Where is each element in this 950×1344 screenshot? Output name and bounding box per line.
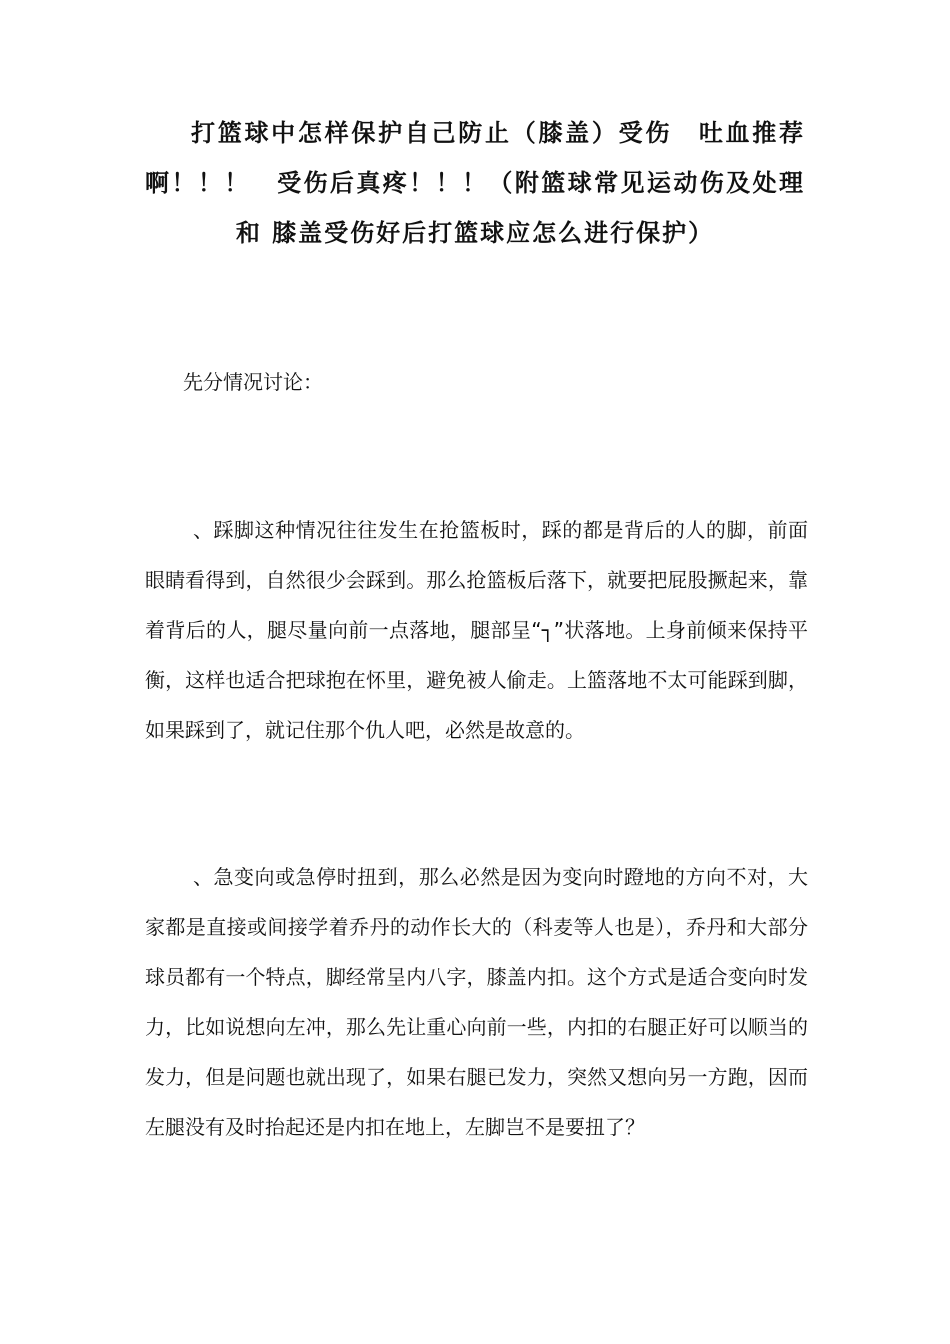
- document-title: 打篮球中怎样保护自己防止（膝盖）受伤 吐血推荐啊！！！ 受伤后真疼！！！（附篮球常见运动伤及处理 和 膝盖受伤好后打篮球应怎么进行保护）: [145, 119, 805, 247]
- paragraph-stepping-on-feet: 、踩脚这种情况往往发生在抢篮板时，踩的都是背后的人的脚，前面眼睛看得到，自然很少会踩到。那么抢篮板后落下，就要把屁股撅起来，靠着背后的人，腿尽量向前一点落地，腿部呈“┐”状落地。上身前倾来保持平衡，这样也适合把球抱在怀里，避免被人偷走。上篮落地不太可能踩到脚，如果踩到了，就记住那个仇人吧，必然是故意的。: [145, 518, 808, 742]
- paragraph-sudden-direction-change: 、急变向或急停时扭到，那么必然是因为变向时蹬地的方向不对，大家都是直接或间接学着乔丹的动作长大的（科麦等人也是），乔丹和大部分球员都有一个特点，脚经常呈内八字，膝盖内扣。这个方式是适合变向时发力，比如说想向左冲，那么先让重心向前一些，内扣的右腿正好可以顺当的发力，但是问题也就出现了，如果右腿已发力，突然又想向另一方跑，因而左腿没有及时抬起还是内扣在地上，左脚岂不是要扭了？: [145, 865, 808, 1139]
- section-intro: 先分情况讨论：: [183, 370, 323, 394]
